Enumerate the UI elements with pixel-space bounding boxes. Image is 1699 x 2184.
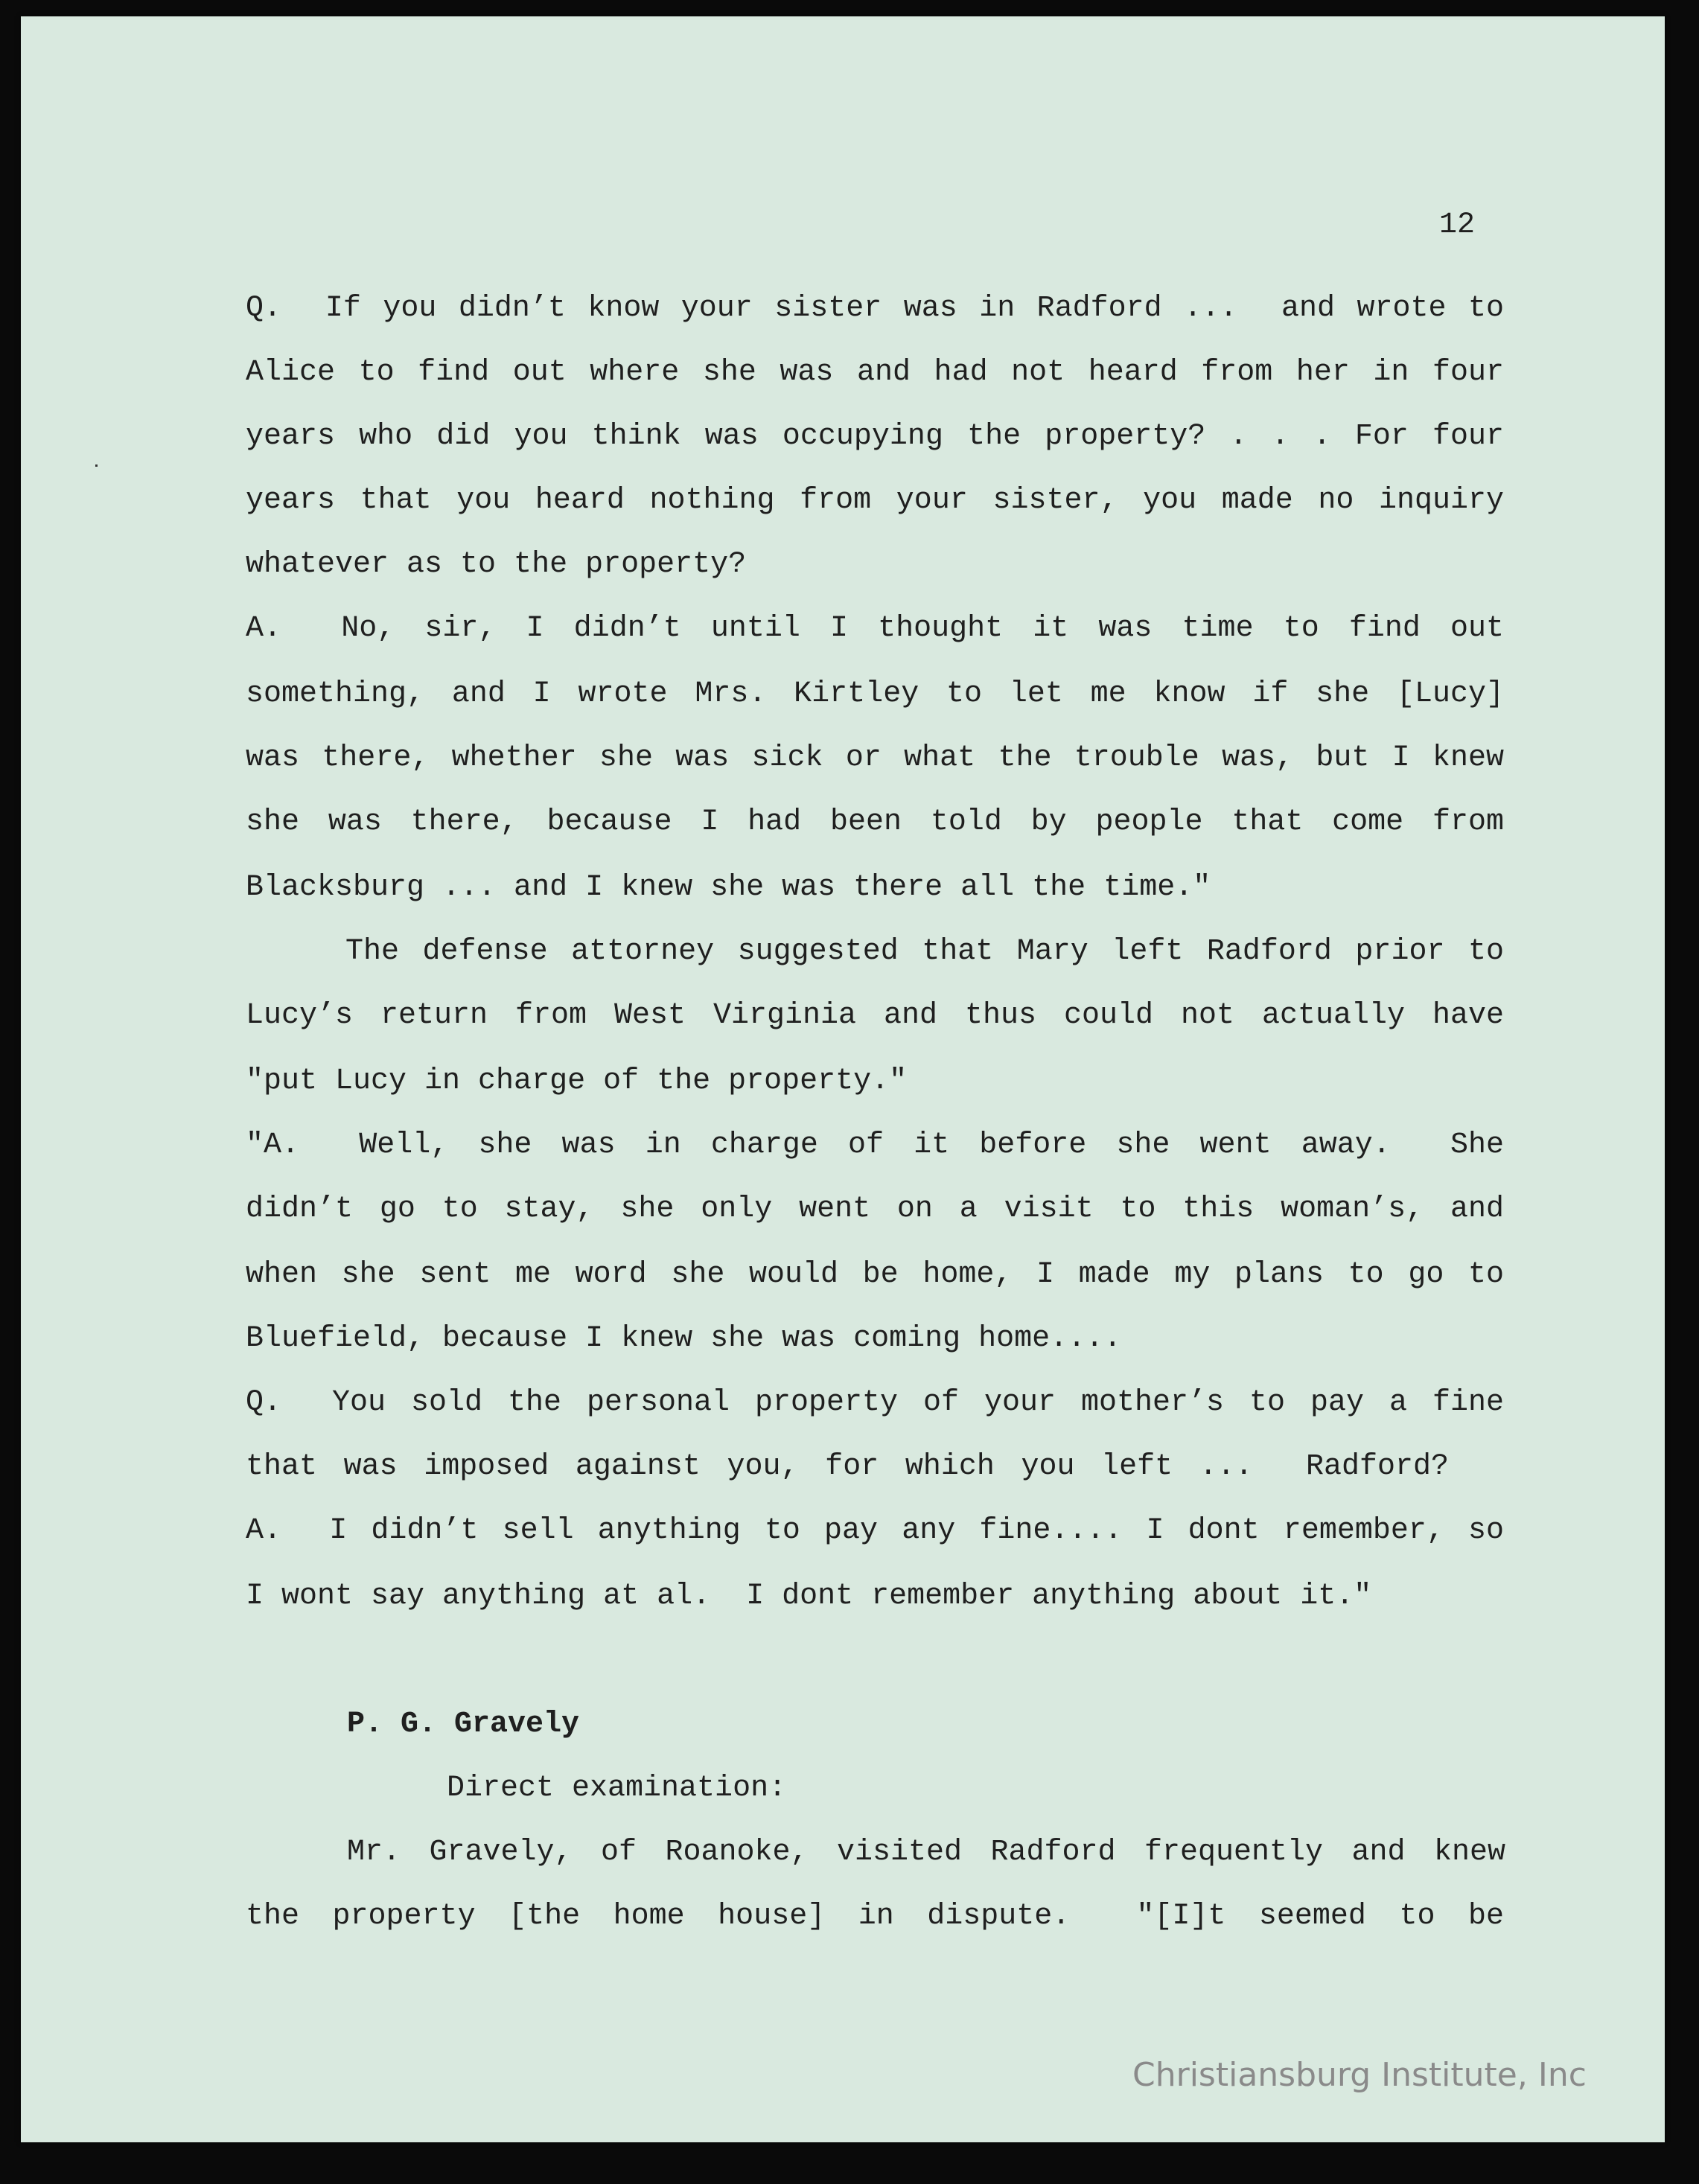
text-line: Q. You sold the personal property of your mother’s to pay a fine — [246, 1386, 1504, 1420]
text-line: I wont say anything at al. I dont remember anything about it." — [246, 1580, 1372, 1613]
text-line: "put Lucy in charge of the property." — [246, 1064, 908, 1098]
document-page — [21, 16, 1665, 2142]
text-line: Mr. Gravely, of Roanoke, visited Radford frequently and knew — [347, 1836, 1505, 1869]
text-line: A. I didn’t sell anything to pay any fine.... I dont remember, so — [246, 1514, 1504, 1548]
text-line: was there, whether she was sick or what the trouble was, but I knew — [246, 741, 1504, 775]
text-line: didn’t go to stay, she only went on a visit to this woman’s, and — [246, 1192, 1504, 1226]
text-line: Blacksburg ... and I knew she was there all the time." — [246, 871, 1211, 904]
text-line: she was there, because I had been told by people that come from — [246, 805, 1504, 839]
page-number: 12 — [1439, 208, 1476, 242]
watermark: Christiansburg Institute, Inc — [1132, 2056, 1587, 2094]
text-line: when she sent me word she would be home, I made my plans to go to — [246, 1258, 1504, 1291]
text-line: years who did you think was occupying the property? . . . For four — [246, 420, 1504, 453]
text-line: Bluefield, because I knew she was coming home.... — [246, 1322, 1122, 1356]
text-line: Alice to find out where she was and had not heard from her in four — [246, 356, 1504, 389]
text-line: "A. Well, she was in charge of it before she went away. She — [246, 1128, 1504, 1162]
text-line: whatever as to the property? — [246, 548, 747, 581]
text-line: Direct examination: — [447, 1772, 787, 1805]
text-line: A. No, sir, I didn’t until I thought it was time to find out — [246, 612, 1504, 645]
speck-mark — [95, 464, 98, 467]
text-line: something, and I wrote Mrs. Kirtley to let me know if she [Lucy] — [246, 677, 1504, 711]
text-line: The defense attorney suggested that Mary left Radford prior to — [345, 935, 1504, 968]
text-line: Q. If you didn’t know your sister was in Radford ... and wrote to — [246, 292, 1504, 325]
text-line: that was imposed against you, for which you left ... Radford? — [246, 1450, 1449, 1484]
text-line: the property [the home house] in dispute. "[I]t seemed to be — [246, 1900, 1504, 1933]
text-line: Lucy’s return from West Virginia and thus could not actually have — [246, 999, 1504, 1032]
section-heading: P. G. Gravely — [347, 1708, 580, 1741]
text-line: years that you heard nothing from your sister, you made no inquiry — [246, 484, 1504, 517]
